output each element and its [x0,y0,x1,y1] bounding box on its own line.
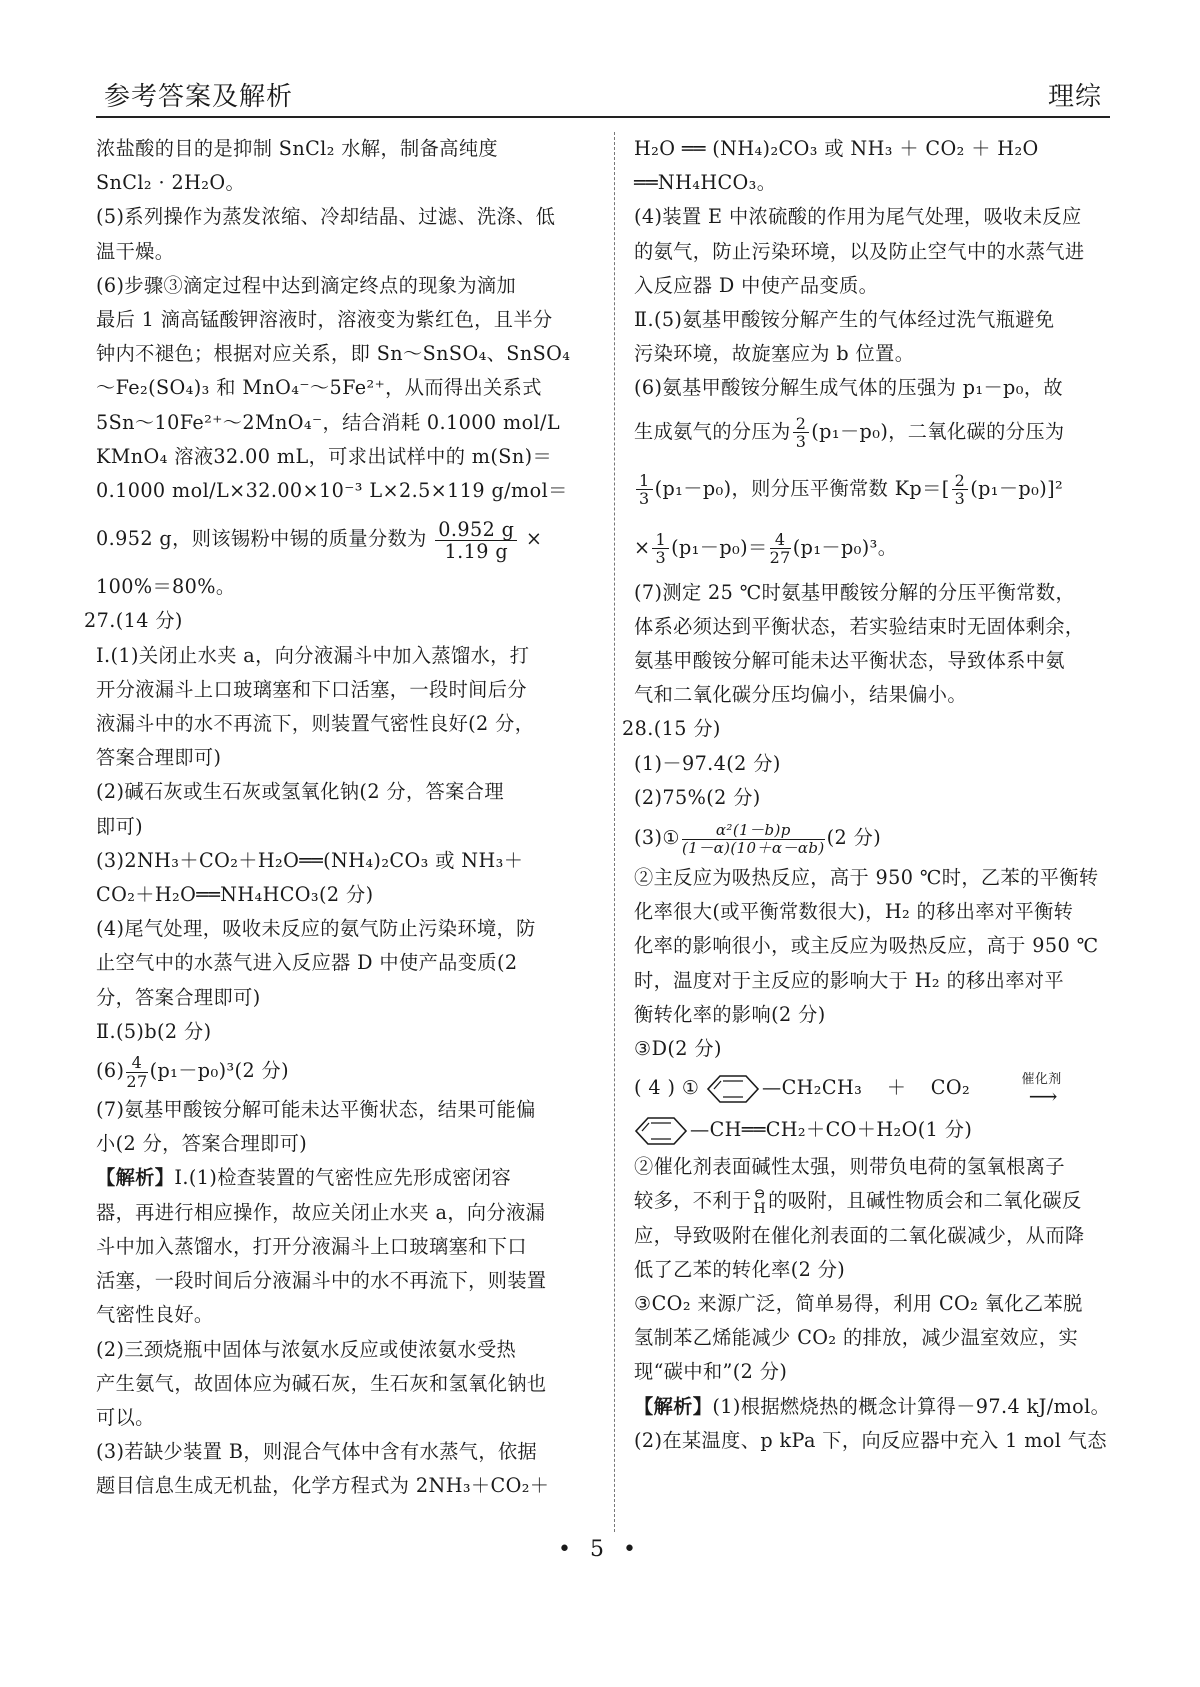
text-line: 入反应器 D 中使产品变质。 [634,273,879,297]
fraction [793,415,810,451]
text-segment: 的吸附，且碱性物质会和二氧化碳反 [768,1189,1082,1213]
text-line-fraction [634,458,1122,520]
text-line: 化率的影响很小，或主反应为吸热反应，高于 950 ℃ [634,934,1099,958]
fraction-denominator: 1.19 g [444,539,509,563]
fraction-denominator: 27 [126,1071,148,1091]
text-line: 的氨气，防止污染环境，以及防止空气中的水蒸气进 [634,239,1085,263]
fraction-denominator: 3 [795,432,807,452]
text-line: 斗中加入蒸馏水，打开分液漏斗上口玻璃塞和下口 [96,1234,527,1258]
text-line: 气和二氧化碳分压均偏小，结果偏小。 [634,683,967,707]
column-divider [614,132,615,1532]
header-title: 参考答案及解析 [104,82,294,112]
text-line: 时，温度对于主反应的影响大于 H₂ 的移出率对平 [634,968,1064,992]
text-line-fraction [96,1049,596,1093]
fraction-denominator: (1－α)(10＋α－αb) [681,838,825,857]
text-segment: CO₂ [930,1076,971,1100]
text-line: (2)在某温度、p kPa 下，向反应器中充入 1 mol 气态 [634,1428,1107,1452]
text-segment: × [634,535,651,559]
oh-charge-symbol: ⊖ [753,1186,766,1203]
text-line: 氢制苯乙烯能减少 CO₂ 的排放，减少温室效应，实 [634,1326,1079,1350]
text-line: Ⅰ.(1)关闭止水夹 a，向分液漏斗中加入蒸馏水，打 [96,643,530,667]
text-line: 活塞，一段时间后分液漏斗中的水不再流下，则装置 [96,1269,547,1293]
text-line: 化率很大(或平衡常数很大)，H₂ 的移出率对平衡转 [634,900,1074,924]
text-line: CO₂＋H₂O══NH₄HCO₃(2 分) [96,883,374,907]
plus-sign: ＋ [886,1076,907,1100]
fraction-denominator: 27 [769,548,791,568]
analysis-tag: 【解析】 [96,1166,175,1190]
text-segment: 生成氨气的分压为 [634,419,791,443]
reaction-line [634,1066,1122,1110]
text-line: (2)75%(2 分) [634,785,761,809]
fraction-numerator: 4 [770,531,791,550]
question-number: 28.(15 分) [622,717,721,741]
text-line: 止空气中的水蒸气进入反应器 D 中使产品变质(2 [96,951,518,975]
fraction-numerator: 0.952 g [435,519,517,541]
text-line [634,1390,1122,1424]
fraction [435,519,517,562]
text-segment: (p₁－p₀)＝ [671,535,768,559]
text-line: ②主反应为吸热反应，高于 950 ℃时，乙苯的平衡转 [634,866,1099,890]
text-line: (4)尾气处理，吸收未反应的氨气防止污染环境，防 [96,917,536,941]
reaction-line [634,1110,1122,1150]
text-segment: —CH₂CH₃ [761,1076,863,1100]
arrow-icon: ⟶ [1028,1083,1055,1108]
text-line: ③D(2 分) [634,1037,722,1061]
text-line: 题目信息生成无机盐，化学方程式为 2NH₃＋CO₂＋ [96,1474,550,1498]
text-line: 分，答案合理即可) [96,985,261,1009]
text-segment: Ⅰ.(1)检查装置的气密性应先形成密闭容 [174,1166,512,1190]
text-line: H₂O ══ (NH₄)₂CO₃ 或 NH₃ ＋ CO₂ ＋ H₂O [634,137,1039,160]
text-line: 钟内不褪色；根据对应关系，即 Sn～SnSO₄、SnSO₄ [96,342,571,366]
fraction-numerator: 2 [952,472,969,491]
text-line: (3)2NH₃＋CO₂＋H₂O══(NH₄)₂CO₃ 或 NH₃＋ [96,848,524,872]
text-segment: 较多，不利于 [634,1189,752,1213]
text-line: ══NH₄HCO₃。 [634,171,777,195]
text-line: (6)氨基甲酸铵分解生成气体的压强为 p₁－p₀，故 [634,376,1064,400]
fraction-denominator: 3 [954,489,966,509]
text-segment: (p₁－p₀)³。 [792,535,898,559]
text-segment: (p₁－p₀)³(2 分) [149,1059,290,1083]
fraction [636,472,653,508]
fraction-numerator: 1 [636,472,653,491]
text-line [96,1161,596,1195]
fraction-denominator: 3 [655,548,667,568]
text-segment: (2 分) [826,826,882,850]
times-sign: × [525,527,543,551]
text-segment: (1)根据燃烧热的概念计算得－97.4 kJ/mol。 [712,1394,1111,1418]
text-line: 浓盐酸的目的是抑制 SnCl₂ 水解，制备高纯度 [96,137,498,160]
catalyst-label: 催化剂 [1021,1071,1062,1087]
page-header [96,66,1110,118]
fraction-numerator: 2 [793,415,810,434]
text-line: 体系必须达到平衡状态，若实验结束时无固体剩余， [634,614,1085,638]
fraction-denominator: 3 [639,489,650,509]
text-line: 开分液漏斗上口玻璃塞和下口活塞，一段时间后分 [96,677,527,701]
text-segment: (p₁－p₀)]² [970,476,1064,500]
fraction-numerator: 1 [652,531,669,550]
text-line: KMnO₄ 溶液32.00 mL，可求出试样中的 m(Sn)＝ [96,444,553,468]
header-subject: 理综 [1047,82,1102,112]
text-line: ～Fe₂(SO₄)₃ 和 MnO₄⁻～5Fe²⁺，从而得出关系式 [96,376,542,400]
text-line: (2)三颈烧瓶中固体与浓氨水反应或使浓氨水受热 [96,1337,517,1361]
text-segment: 0.952 g，则该锡粉中锡的质量分数为 [96,527,427,551]
text-segment: (3)① [634,826,680,850]
page-number: • 5 • [558,1537,642,1562]
fraction [652,531,669,567]
text-line: (1)－97.4(2 分) [634,751,781,775]
text-line: 可以。 [96,1405,155,1429]
text-line: 气密性良好。 [96,1303,214,1327]
text-segment: —CH══CH₂＋CO＋H₂O(1 分) [690,1118,973,1142]
text-line: 5Sn～10Fe²⁺～2MnO₄⁻，结合消耗 0.1000 mol/L [96,410,561,434]
text-line: 即可) [96,814,144,838]
text-line: (3)若缺少装置 B，则混合气体中含有水蒸气，依据 [96,1440,538,1464]
oh-species [754,1187,767,1218]
text-line-fraction [634,520,1122,576]
fraction [682,822,825,856]
text-line: 液漏斗中的水不再流下，则装置气密性良好(2 分， [96,712,535,736]
text-segment: (6) [96,1059,125,1083]
left-column [84,132,596,1504]
text-line: 器，再进行相应操作，故应关闭止水夹 a，向分液漏 [96,1200,546,1224]
text-line: Ⅱ.(5)b(2 分) [96,1019,212,1043]
benzene-ring-icon [706,1074,762,1104]
fraction-numerator: α²(1－b)p [682,822,825,840]
text-line: SnCl₂ · 2H₂O。 [96,171,246,195]
text-line: 污染环境，故旋塞应为 b 位置。 [634,342,915,366]
oh-h-label: H [753,1201,767,1218]
text-line: ③CO₂ 来源广泛，简单易得，利用 CO₂ 氧化乙苯脱 [634,1292,1083,1316]
text-line-fraction [96,508,596,570]
text-line: 温干燥。 [96,239,175,263]
text-line: 0.1000 mol/L×32.00×10⁻³ L×2.5×119 g/mol＝ [96,479,568,503]
text-line: 小(2 分，答案合理即可) [96,1132,308,1156]
text-line: 氨基甲酸铵分解可能未达平衡状态，导致体系中氨 [634,649,1065,673]
text-line: (5)系列操作为蒸发浓缩、冷却结晶、过滤、洗涤、低 [96,205,556,229]
question-number: 27.(14 分) [84,609,183,633]
text-line: (2)碱石灰或生石灰或氢氧化钠(2 分，答案合理 [96,780,504,804]
text-line: 答案合理即可) [96,746,222,770]
right-column [622,132,1122,1458]
text-line: 应，导致吸附在催化剂表面的二氧化碳减少，从而降 [634,1223,1085,1247]
text-line: 最后 1 滴高锰酸钾溶液时，溶液变为紫红色，且半分 [96,308,553,332]
text-line: (4)装置 E 中浓硫酸的作用为尾气处理，吸收未反应 [634,205,1082,229]
text-line: 产生氨气，故固体应为碱石灰，生石灰和氢氧化钠也 [96,1371,547,1395]
text-line: ②催化剂表面碱性太强，则带负电荷的氢氧根离子 [634,1155,1065,1179]
text-segment: (p₁－p₀)，二氧化碳的分压为 [811,419,1065,443]
text-line: 衡转化率的影响(2 分) [634,1002,826,1026]
text-line: 现“碳中和”(2 分) [634,1360,788,1384]
fraction [126,1054,147,1090]
text-line: 低了乙苯的转化率(2 分) [634,1257,846,1281]
text-line: Ⅱ.(5)氨基甲酸铵分解产生的气体经过洗气瓶避免 [634,308,1055,332]
text-line: (7)氨基甲酸铵分解可能未达平衡状态，结果可能偏 [96,1098,536,1122]
benzene-ring-icon [634,1116,690,1146]
text-line-fraction [634,815,1122,861]
text-segment: (p₁－p₀)，则分压平衡常数 Kp＝[ [654,476,950,500]
fraction [952,472,969,508]
text-line [634,1184,1122,1218]
text-line-fraction [634,406,1122,458]
reaction-arrow [997,1073,1087,1106]
text-line: (6)步骤③滴定过程中达到滴定终点的现象为滴加 [96,273,517,297]
text-segment: ( 4 ) ① [634,1076,700,1100]
text-line: 100%＝80%。 [96,575,236,599]
fraction-numerator: 4 [126,1054,147,1073]
analysis-tag: 【解析】 [634,1394,713,1418]
fraction [770,531,791,567]
text-line: (7)测定 25 ℃时氨基甲酸铵分解的分压平衡常数， [634,580,1076,604]
